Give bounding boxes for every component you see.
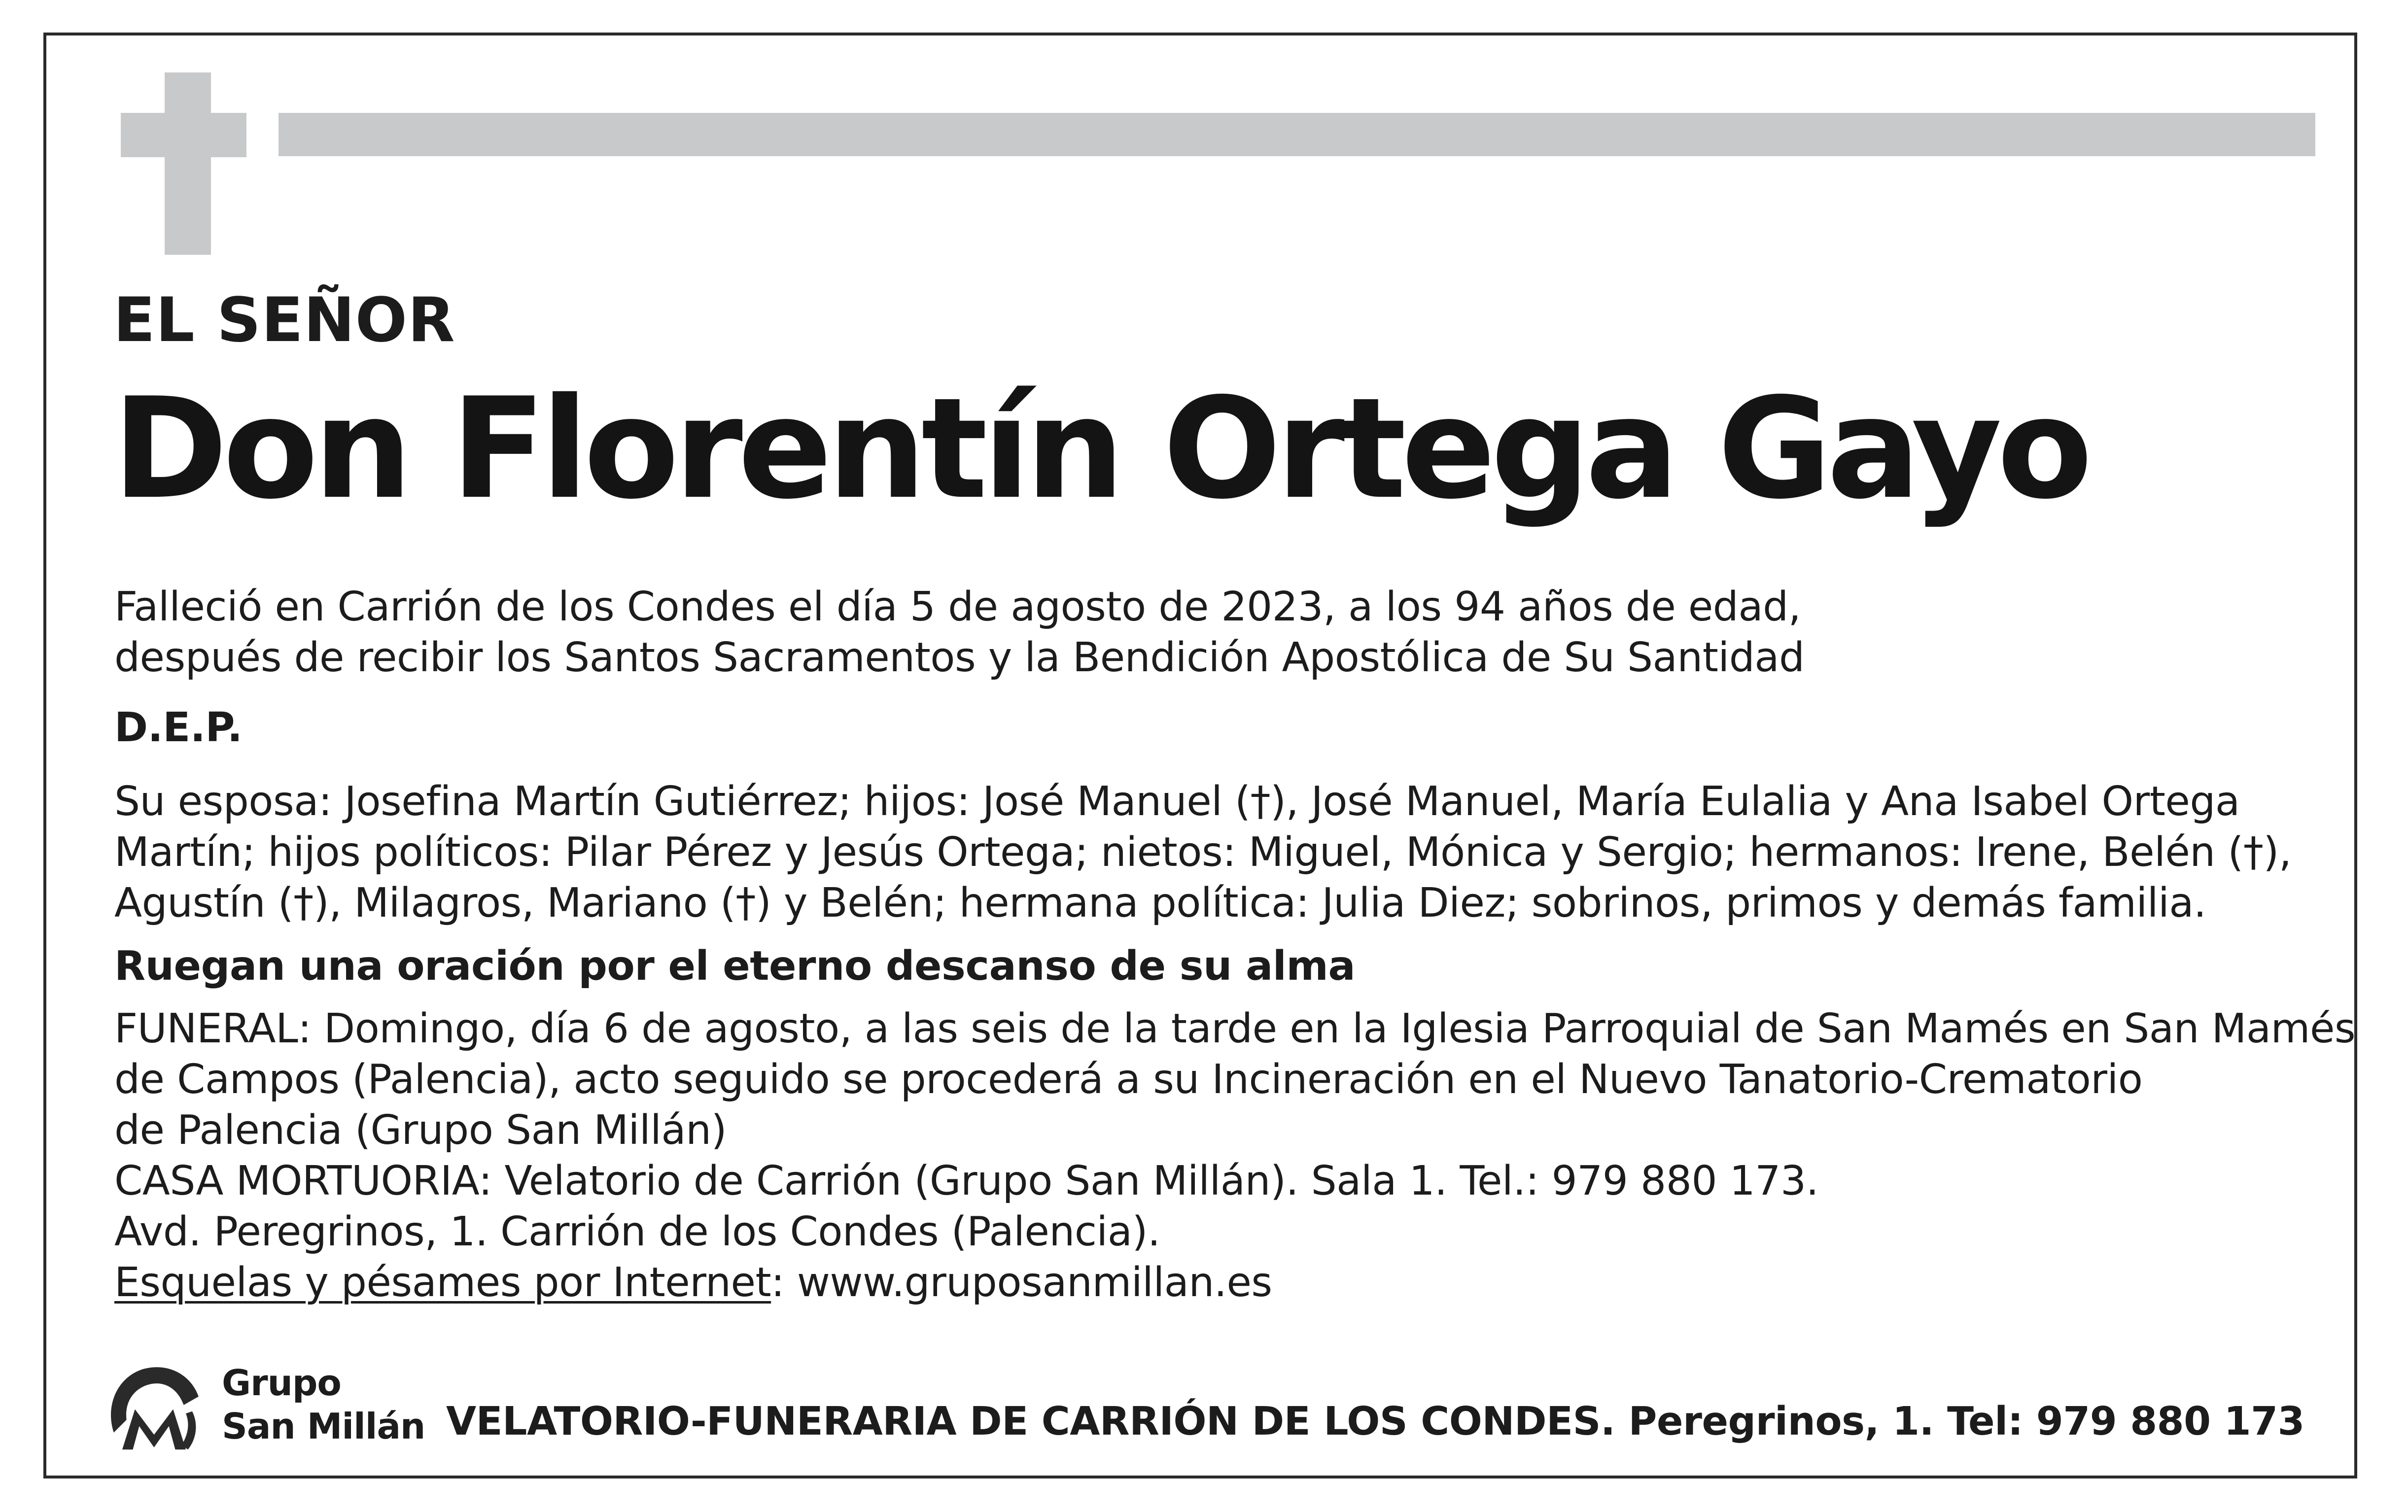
- prayer-request: Ruegan una oración por el eterno descanso de su alma: [114, 943, 1356, 990]
- logo-line-grupo: Grupo: [222, 1362, 341, 1404]
- logo-wordmark: [222, 1361, 425, 1448]
- death-line: Falleció en Carrión de los Condes el día 5 de agosto de 2023, a los 94 años de edad,: [114, 584, 1801, 630]
- address-line: Avd. Peregrinos, 1. Carrión de los Condes (Palencia).: [114, 1208, 1160, 1255]
- cross-horizontal-bar: [121, 113, 246, 157]
- cross-vertical-bar: [165, 72, 211, 255]
- rip-label: D.E.P.: [114, 704, 243, 751]
- family-line: Agustín (†), Milagros, Mariano (†) y Belén; hermana política: Julia Diez; sobrinos, primos y demás familia.: [114, 880, 2206, 927]
- internet-line: [114, 1257, 2308, 1308]
- internet-separator: :: [771, 1259, 797, 1306]
- header-rule: [279, 113, 2315, 156]
- funeral-home-name: VELATORIO-FUNERARIA DE CARRIÓN DE LOS CONDES.: [446, 1399, 1615, 1444]
- family-line: Su esposa: Josefina Martín Gutiérrez; hijos: José Manuel (†), José Manuel, María Eulalia y Ana Isabel Ortega: [114, 778, 2240, 825]
- deceased-name: Don Florentín Ortega Gayo: [112, 368, 2088, 530]
- funeral-line: FUNERAL: Domingo, día 6 de agosto, a las seis de la tarde en la Iglesia Parroquial de San Mamés en San Mamés: [114, 1005, 2356, 1052]
- logo-line-san-millan: San Millán: [222, 1406, 425, 1447]
- funeral-line: de Campos (Palencia), acto seguido se procederá a su Incineración en el Nuevo Tanatorio-Crematorio: [114, 1056, 2143, 1103]
- grupo-san-millan-logo-icon: [101, 1356, 207, 1462]
- family-line: Martín; hijos políticos: Pilar Pérez y Jesús Ortega; nietos: Miguel, Mónica y Sergio; hermanos: Irene, Belén (†),: [114, 829, 2292, 876]
- funeral-details: [114, 1003, 2356, 1308]
- internet-label: Esquelas y pésames por Internet: [114, 1259, 771, 1306]
- funeral-line: de Palencia (Grupo San Millán): [114, 1107, 727, 1154]
- family-list: [114, 776, 2308, 928]
- honorific-prefix: EL SEÑOR: [113, 285, 455, 356]
- death-line: después de recibir los Santos Sacramentos y la Bendición Apostólica de Su Santidad: [114, 634, 1805, 681]
- wake-line: CASA MORTUORIA: Velatorio de Carrión (Grupo San Millán). Sala 1. Tel.: 979 880 173.: [114, 1158, 1819, 1204]
- funeral-home-address: Peregrinos, 1. Tel: 979 880 173: [1615, 1399, 2305, 1444]
- death-announcement: [114, 582, 2308, 683]
- funeral-home-info: [446, 1399, 2305, 1444]
- website-link[interactable]: www.gruposanmillan.es: [797, 1259, 1272, 1306]
